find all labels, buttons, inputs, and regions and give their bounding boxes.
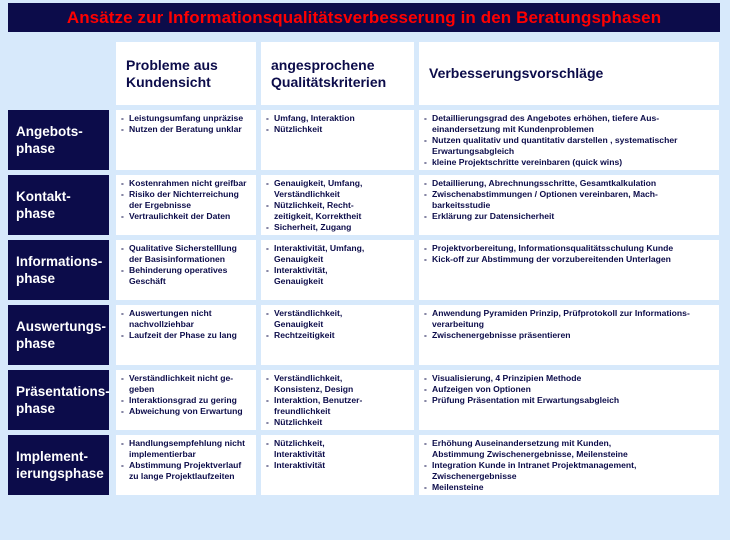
cell-problems: [116, 305, 256, 365]
list-item: - Leistungsumfang unpräzise: [121, 113, 253, 124]
bullet-list: [116, 305, 256, 341]
cell-proposals: [419, 240, 719, 300]
header-proposals-label: Verbesserungsvorschläge: [429, 65, 604, 81]
bullet-list: [261, 305, 414, 341]
phase-label: [8, 175, 109, 235]
list-item: - Interaktionsgrad zu gering: [121, 395, 253, 406]
bullet-list: [116, 110, 256, 135]
list-item: - Behinderung operatives Geschäft: [121, 265, 253, 287]
bullet-list: [419, 110, 719, 168]
list-item: - Erklärung zur Datensicherheit: [424, 211, 716, 222]
list-item: - Zwischenergebnisse präsentieren: [424, 330, 716, 341]
list-item: - Laufzeit der Phase zu lang: [121, 330, 253, 341]
phase-label: [8, 305, 109, 365]
list-item: - Handlungsempfehlung nicht implementierbar: [121, 438, 253, 460]
cell-criteria: [261, 240, 414, 300]
phase-label-text: Präsentations- phase: [16, 384, 110, 416]
list-item: - Nutzen der Beratung unklar: [121, 124, 253, 135]
list-item: - Nützlichkeit: [266, 417, 411, 428]
phase-label-text: Implement- ierungsphase: [16, 449, 104, 481]
phase-label: [8, 435, 109, 495]
cell-proposals: [419, 435, 719, 495]
list-item: - Nützlichkeit: [266, 124, 411, 135]
list-item: - Interaktion, Benutzer- freundlichkeit: [266, 395, 411, 417]
phase-label: [8, 240, 109, 300]
cell-proposals: [419, 110, 719, 170]
list-item: - Rechtzeitigkeit: [266, 330, 411, 341]
list-item: - Prüfung Präsentation mit Erwartungsabgleich: [424, 395, 716, 406]
list-item: - Qualitative Sicherstelllung der Basisinformationen: [121, 243, 253, 265]
list-item: - Aufzeigen von Optionen: [424, 384, 716, 395]
phase-label: [8, 110, 109, 170]
bullet-list: [419, 240, 719, 265]
list-item: - Nützlichkeit, Interaktivität: [266, 438, 411, 460]
list-item: - Meilensteine: [424, 482, 716, 493]
cell-problems: [116, 110, 256, 170]
phase-label-text: Informations- phase: [16, 254, 103, 286]
list-item: - Erhöhung Auseinandersetzung mit Kunden, Abstimmung Zwischenergebnisse, Meilensteine: [424, 438, 716, 460]
list-item: - Genauigkeit, Umfang, Verständlichkeit: [266, 178, 411, 200]
list-item: - Interaktivität, Genauigkeit: [266, 265, 411, 287]
bullet-list: [261, 435, 414, 471]
bullet-list: [261, 370, 414, 428]
cell-problems: [116, 370, 256, 430]
phase-label-text: Angebots- phase: [16, 124, 83, 156]
bullet-list: [419, 370, 719, 406]
list-item: - Detaillierung, Abrechnungsschritte, Gesamtkalkulation: [424, 178, 716, 189]
bullet-list: [116, 175, 256, 222]
bullet-list: [261, 110, 414, 135]
header-problems-label: Probleme aus Kundensicht: [126, 56, 218, 90]
list-item: - kleine Projektschritte vereinbaren (quick wins): [424, 157, 716, 168]
list-item: - Zwischenabstimmungen / Optionen vereinbaren, Mach- barkeitsstudie: [424, 189, 716, 211]
bullet-list: [116, 240, 256, 287]
list-item: - Detaillierungsgrad des Angebotes erhöhen, tiefere Aus- einandersetzung mit Kundenproblemen: [424, 113, 716, 135]
cell-problems: [116, 435, 256, 495]
cell-criteria: [261, 110, 414, 170]
list-item: - Abstimmung Projektverlauf zu lange Projektlaufzeiten: [121, 460, 253, 482]
list-item: - Projektvorbereitung, Informationsqualitätsschulung Kunde: [424, 243, 716, 254]
list-item: - Verständlichkeit, Konsistenz, Design: [266, 373, 411, 395]
header-criteria: [261, 42, 414, 105]
list-item: - Kick-off zur Abstimmung der vorzubereitenden Unterlagen: [424, 254, 716, 265]
cell-proposals: [419, 175, 719, 235]
cell-criteria: [261, 305, 414, 365]
bullet-list: [116, 435, 256, 482]
cell-proposals: [419, 370, 719, 430]
list-item: - Sicherheit, Zugang: [266, 222, 411, 233]
cell-criteria: [261, 435, 414, 495]
list-item: - Risiko der Nichterreichung der Ergebnisse: [121, 189, 253, 211]
header-problems: [116, 42, 256, 105]
bullet-list: [419, 175, 719, 222]
bullet-list: [419, 305, 719, 341]
phase-label-text: Auswertungs- phase: [16, 319, 107, 351]
list-item: - Anwendung Pyramiden Prinzip, Prüfprotokoll zur Informations- verarbeitung: [424, 308, 716, 330]
cell-criteria: [261, 370, 414, 430]
title-bar: [8, 3, 720, 32]
cell-criteria: [261, 175, 414, 235]
phase-label-text: Kontakt- phase: [16, 189, 71, 221]
cell-problems: [116, 175, 256, 235]
header-criteria-label: angesprochene Qualitätskriterien: [271, 56, 387, 90]
list-item: - Nutzen qualitativ und quantitativ darstellen , systematischer Erwartungsabgleich: [424, 135, 716, 157]
bullet-list: [419, 435, 719, 493]
list-item: - Vertraulichkeit der Daten: [121, 211, 253, 222]
list-item: - Nützlichkeit, Recht- zeitigkeit, Korrektheit: [266, 200, 411, 222]
list-item: - Verständlichkeit nicht ge- geben: [121, 373, 253, 395]
header-proposals: [419, 42, 719, 105]
bullet-list: [116, 370, 256, 417]
phase-label: [8, 370, 109, 430]
list-item: - Interaktivität, Umfang, Genauigkeit: [266, 243, 411, 265]
cell-proposals: [419, 305, 719, 365]
cell-problems: [116, 240, 256, 300]
list-item: - Interaktivität: [266, 460, 411, 471]
list-item: - Umfang, Interaktion: [266, 113, 411, 124]
list-item: - Visualisierung, 4 Prinzipien Methode: [424, 373, 716, 384]
bullet-list: [261, 240, 414, 287]
list-item: - Auswertungen nicht nachvollziehbar: [121, 308, 253, 330]
list-item: - Verständlichkeit, Genauigkeit: [266, 308, 411, 330]
page-title: Ansätze zur Informationsqualitätsverbesserung in den Beratungsphasen: [66, 7, 662, 27]
list-item: - Abweichung von Erwartung: [121, 406, 253, 417]
bullet-list: [261, 175, 414, 233]
list-item: - Kostenrahmen nicht greifbar: [121, 178, 253, 189]
list-item: - Integration Kunde in Intranet Projektmanagement, Zwischenergebnisse: [424, 460, 716, 482]
